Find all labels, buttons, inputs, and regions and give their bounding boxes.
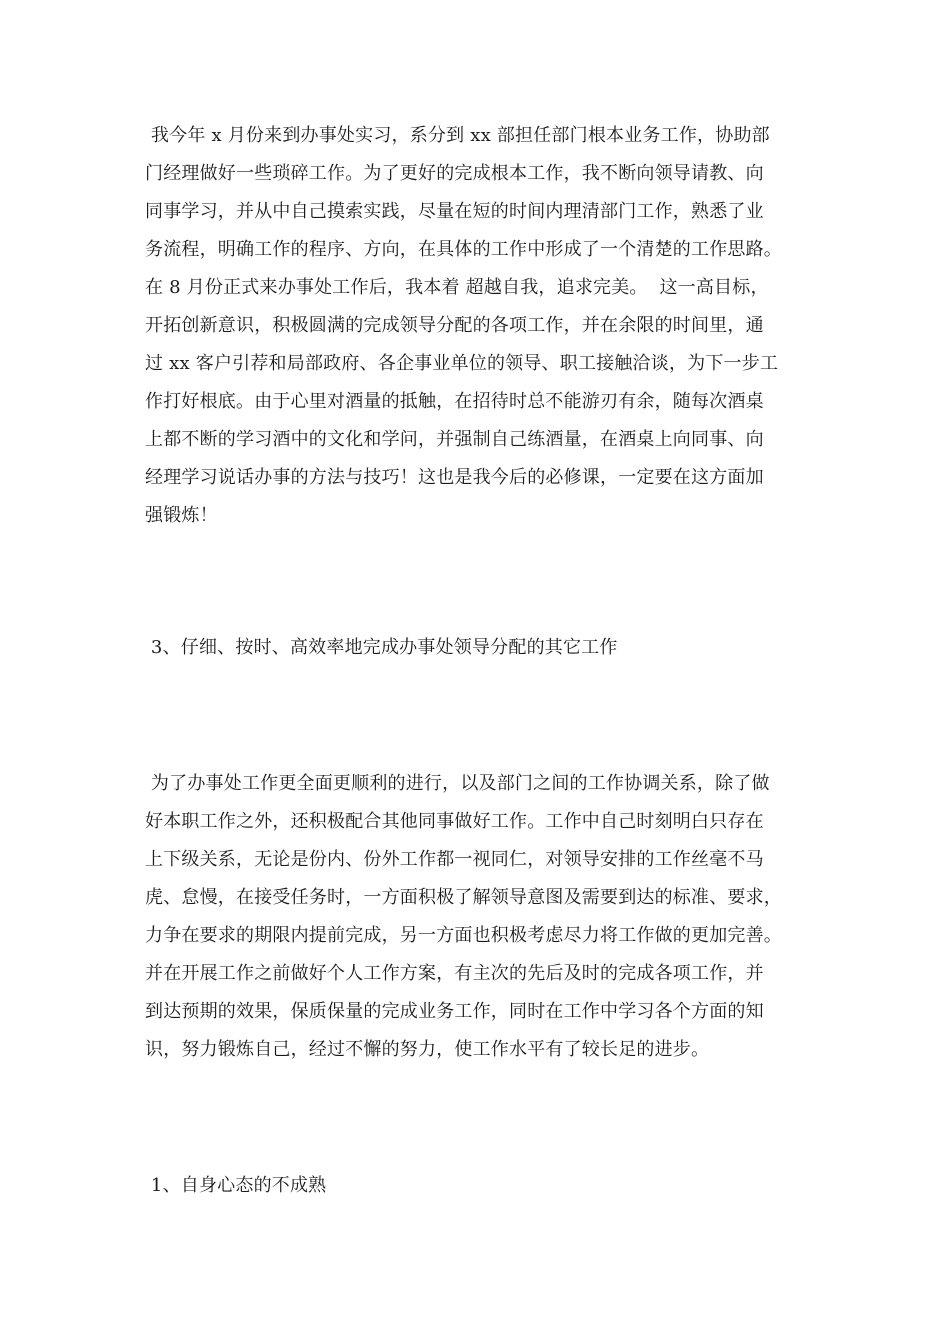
text-line: 上都不断的学习酒中的文化和学问，并强制自己练酒量，在酒桌上向同事、向 bbox=[145, 429, 764, 450]
text-line: 务流程，明确工作的程序、方向，在具体的工作中形成了一个清楚的工作思路。 bbox=[145, 239, 782, 260]
text-line: 力争在要求的期限内提前完成，另一方面也积极考虑尽力将工作做的更加完善。 bbox=[145, 925, 782, 946]
text-line: 上下级关系，无论是份内、份外工作都一视同仁，对领导安排的工作丝毫不马 bbox=[145, 849, 764, 870]
text-line: 经理学习说话办事的方法与技巧！这也是我今后的必修课，一定要在这方面加 bbox=[145, 467, 764, 488]
text-line: 过 xx 客户引荐和局部政府、各企事业单位的领导、职工接触洽谈，为下一步工 bbox=[145, 353, 779, 374]
text-line: 开拓创新意识，积极圆满的完成领导分配的各项工作，并在余限的时间里，通 bbox=[145, 315, 764, 336]
text-line: 并在开展工作之前做好个人工作方案，有主次的先后及时的完成各项工作，并 bbox=[145, 963, 764, 984]
text-line: 在 8 月份正式来办事处工作后，我本着 超越自我，追求完美。 这一高目标， bbox=[145, 277, 769, 298]
section-heading-1: 1、自身心态的不成熟 bbox=[145, 1175, 327, 1196]
text-line: 好本职工作之外，还积极配合其他同事做好工作。工作中自己时刻明白只存在 bbox=[145, 811, 764, 832]
text-line: 识，努力锻炼自己，经过不懈的努力，使工作水平有了较长足的进步。 bbox=[145, 1039, 710, 1060]
text-line: 作打好根底。由于心里对酒量的抵触，在招待时总不能游刃有余，随每次酒桌 bbox=[145, 391, 764, 412]
text-line: 虎、怠慢，在接受任务时，一方面积极了解领导意图及需要到达的标准、要求， bbox=[145, 887, 782, 908]
text-line: 同事学习，并从中自己摸索实践，尽量在短的时间内理清部门工作，熟悉了业 bbox=[145, 201, 764, 222]
section-heading-3: 3、仔细、按时、高效率地完成办事处领导分配的其它工作 bbox=[145, 637, 618, 658]
text-line: 为了办事处工作更全面更顺利的进行，以及部门之间的工作协调关系，除了做 bbox=[145, 773, 770, 794]
text-line: 我今年 x 月份来到办事处实习，系分到 xx 部担任部门根本业务工作，协助部 bbox=[145, 125, 770, 146]
text-line: 到达预期的效果，保质保量的完成业务工作，同时在工作中学习各个方面的知 bbox=[145, 1001, 764, 1022]
text-line: 强锻炼！ bbox=[145, 505, 218, 526]
text-line: 门经理做好一些琐碎工作。为了更好的完成根本工作，我不断向领导请教、向 bbox=[145, 163, 764, 184]
